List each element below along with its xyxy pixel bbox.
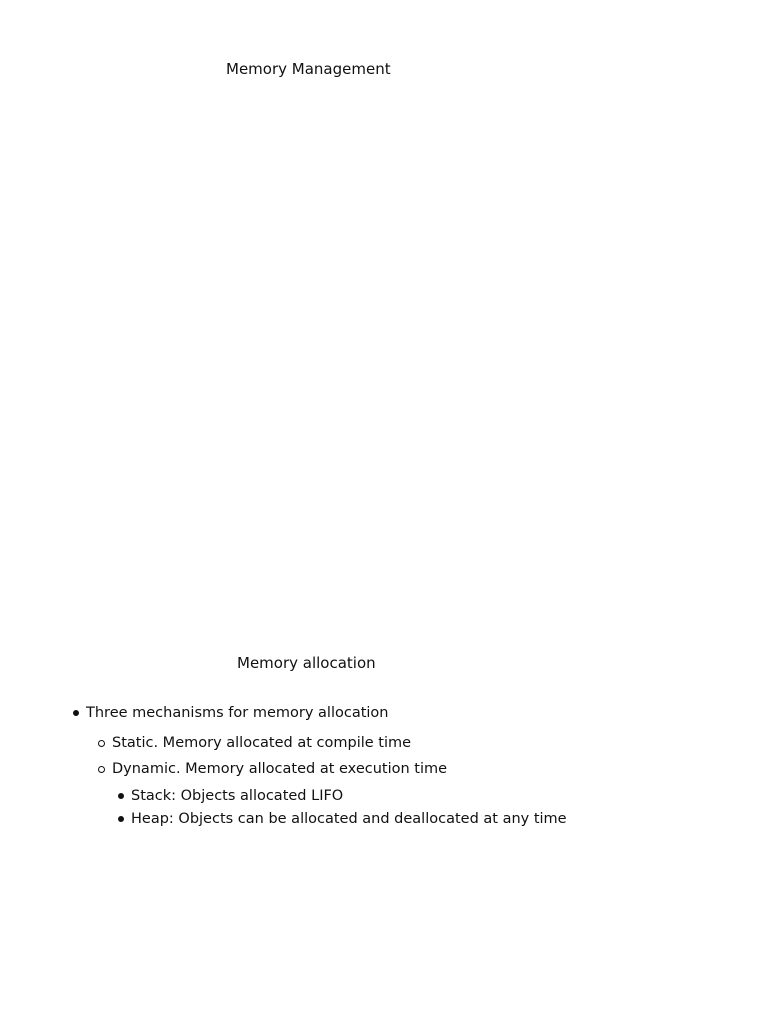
bullet-disc-icon — [73, 710, 79, 716]
list-item — [98, 735, 411, 751]
list-item-text: Stack: Objects allocated LIFO — [131, 788, 344, 804]
bullet-disc-icon — [118, 816, 124, 822]
bullet-circle-icon — [98, 766, 105, 773]
list-item — [118, 811, 567, 827]
list-item-text: Static. Memory allocated at compile time — [112, 735, 412, 751]
list-item-text: Dynamic. Memory allocated at execution time — [112, 761, 448, 777]
slide-title-memory-management: Memory Management — [226, 60, 391, 78]
list-item-text: Three mechanisms for memory allocation — [86, 705, 389, 721]
list-item — [98, 761, 447, 777]
list-item — [73, 705, 388, 721]
bullet-disc-icon — [118, 793, 124, 799]
bullet-circle-icon — [98, 740, 105, 747]
list-item — [118, 788, 343, 804]
list-item-text: Heap: Objects can be allocated and deallocated at any time — [131, 811, 567, 827]
slide-title-memory-allocation: Memory allocation — [237, 654, 376, 672]
